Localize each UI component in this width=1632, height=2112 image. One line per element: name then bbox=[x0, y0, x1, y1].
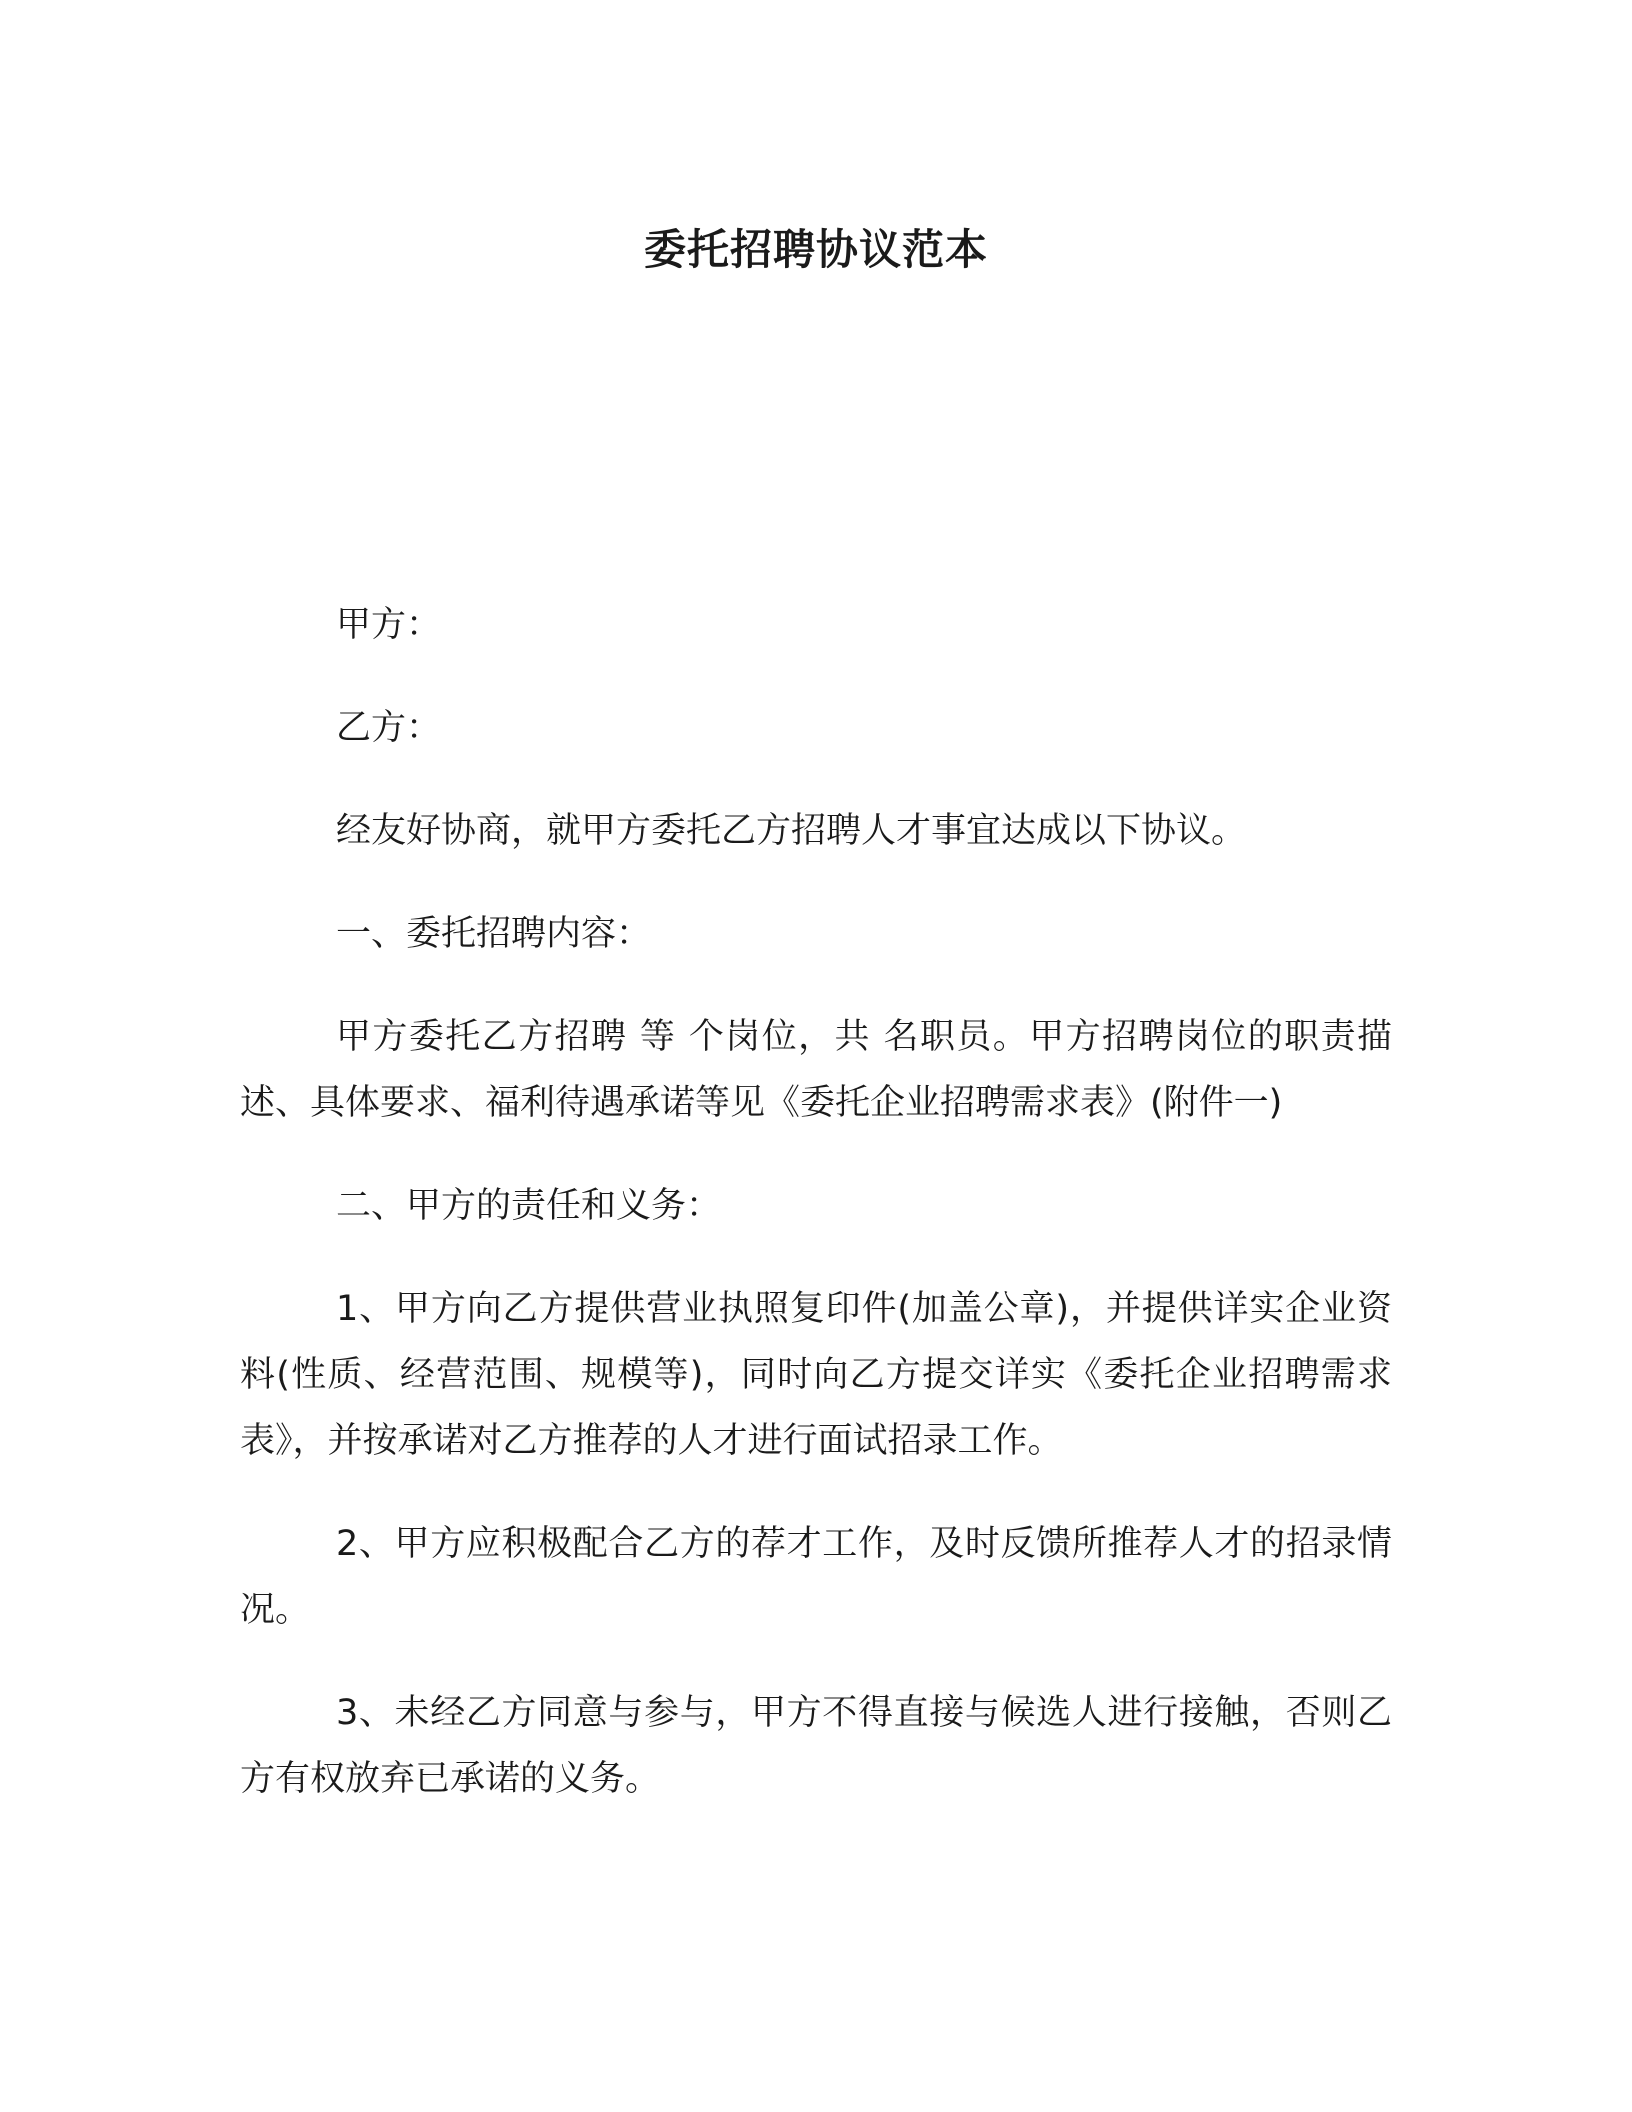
section-heading-1: 一、委托招聘内容： bbox=[336, 914, 652, 954]
party-a-line: 甲方： bbox=[336, 605, 442, 645]
clause-2-3: 3、未经乙方同意与参与，甲方不得直接与候选人进行接触，否则乙方有权放弃已承诺的义务。 bbox=[240, 1693, 1392, 1799]
clause-2-2: 2、甲方应积极配合乙方的荐才工作，及时反馈所推荐人才的招录情况。 bbox=[240, 1524, 1392, 1630]
section-1-paragraph: 甲方委托乙方招聘 等 个岗位，共 名职员。甲方招聘岗位的职责描述、具体要求、福利待遇承诺等见《委托企业招聘需求表》(附件一) bbox=[240, 1017, 1392, 1123]
document-title: 委托招聘协议范本 bbox=[643, 225, 988, 274]
preamble-paragraph: 经友好协商，就甲方委托乙方招聘人才事宜达成以下协议。 bbox=[336, 811, 1247, 851]
document-body bbox=[240, 592, 1392, 1849]
party-b-line: 乙方： bbox=[336, 708, 442, 748]
section-heading-2: 二、甲方的责任和义务： bbox=[336, 1186, 722, 1226]
clause-2-1: 1、甲方向乙方提供营业执照复印件(加盖公章)，并提供详实企业资料(性质、经营范围、规模等)，同时向乙方提交详实《委托企业招聘需求表》，并按承诺对乙方推荐的人才进行面试招录工作。 bbox=[240, 1289, 1392, 1461]
